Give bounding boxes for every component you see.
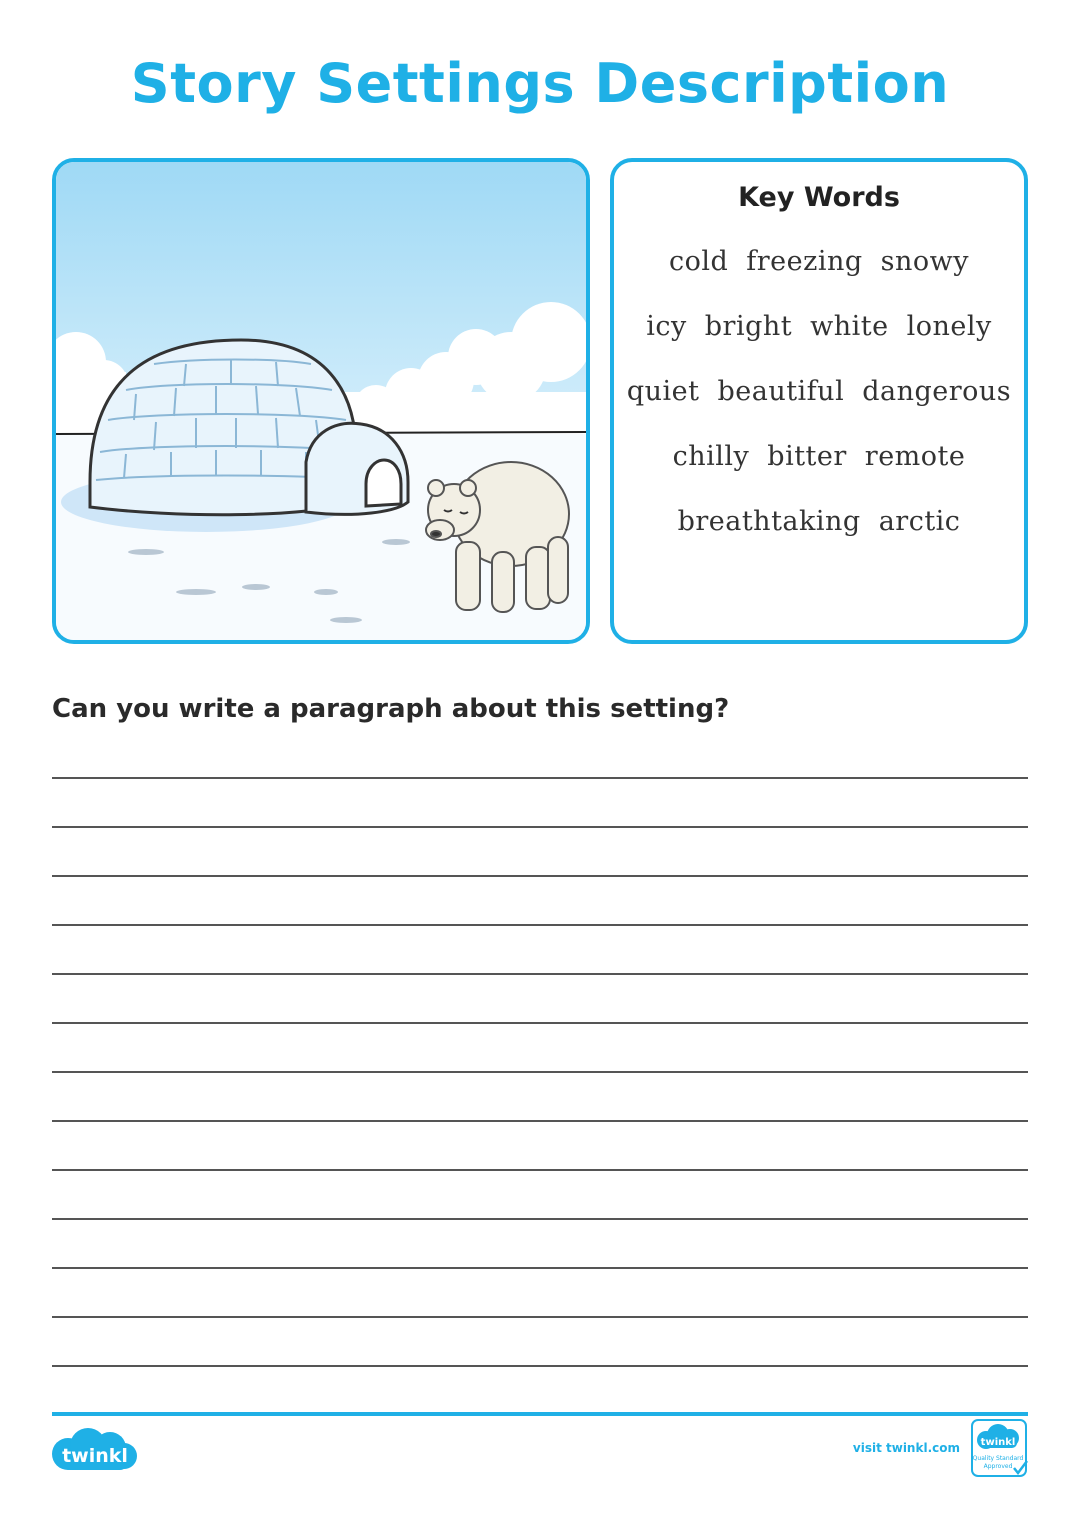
writing-line[interactable] [52, 973, 1028, 975]
writing-line[interactable] [52, 777, 1028, 779]
badge-brand-text: twinkl [980, 1437, 1016, 1448]
key-words-row [614, 376, 1024, 407]
quality-badge [970, 1418, 1030, 1484]
twinkl-logo-text: twinkl [62, 1445, 128, 1467]
setting-illustration-panel [52, 158, 590, 644]
key-word: cold [668, 246, 729, 277]
writing-line[interactable] [52, 1267, 1028, 1269]
key-word: breathtaking [677, 506, 861, 537]
writing-line[interactable] [52, 826, 1028, 828]
writing-line[interactable] [52, 1365, 1028, 1367]
key-words-heading: Key Words [738, 182, 900, 213]
key-word: lonely [906, 311, 992, 342]
writing-line[interactable] [52, 1120, 1028, 1122]
key-words-row [614, 246, 1024, 277]
visit-link[interactable]: visit twinkl.com [852, 1441, 960, 1455]
key-word: quiet [626, 376, 700, 407]
key-words-row [614, 311, 1024, 342]
key-word: freezing [746, 246, 863, 277]
twinkl-logo-icon [50, 1426, 140, 1476]
footer-divider [52, 1412, 1028, 1416]
key-word: remote [864, 441, 966, 472]
key-word: arctic [878, 506, 961, 537]
key-word: chilly [672, 441, 750, 472]
writing-line[interactable] [52, 1218, 1028, 1220]
writing-line[interactable] [52, 875, 1028, 877]
key-word: beautiful [717, 376, 845, 407]
writing-line[interactable] [52, 924, 1028, 926]
badge-text-line2: Approved [983, 1463, 1013, 1470]
writing-line[interactable] [52, 1316, 1028, 1318]
igloo-polar-bear-illustration [56, 162, 586, 640]
key-words-panel [610, 158, 1028, 644]
key-word: white [810, 311, 889, 342]
key-words-row [614, 506, 1024, 537]
twinkl-logo[interactable] [50, 1426, 140, 1480]
writing-line[interactable] [52, 1022, 1028, 1024]
key-word: bitter [767, 441, 847, 472]
key-word: dangerous [862, 376, 1012, 407]
quality-badge-icon [970, 1418, 1030, 1480]
key-words-row [614, 441, 1024, 472]
writing-line[interactable] [52, 1071, 1028, 1073]
badge-text-line1: Quality Standard [972, 1455, 1024, 1462]
writing-line[interactable] [52, 1169, 1028, 1171]
page-title: Story Settings Description [130, 52, 950, 115]
key-word: bright [704, 311, 793, 342]
writing-prompt: Can you write a paragraph about this setting? [52, 694, 730, 724]
key-word: icy [646, 311, 687, 342]
key-word: snowy [880, 246, 970, 277]
